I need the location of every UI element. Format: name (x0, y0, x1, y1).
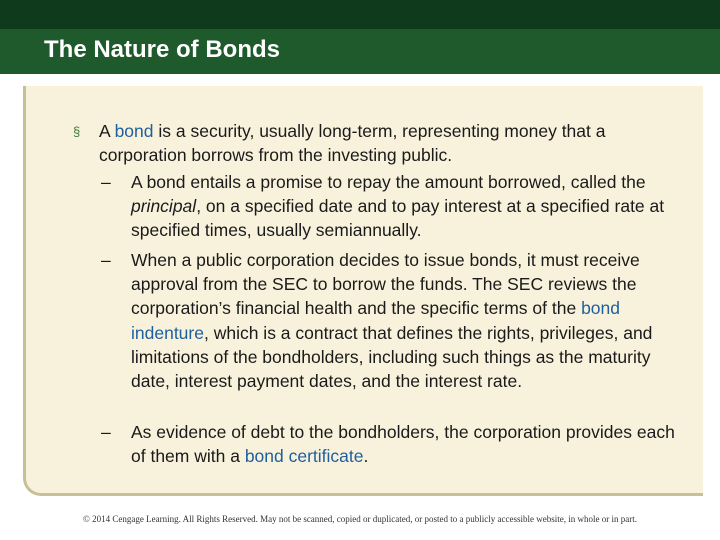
sub-bullet-text-post: . (363, 446, 369, 467)
sub-bullet-text-pre: As evidence of debt to the bondholders, the corporation provides each of them with a (131, 422, 675, 467)
term-principal: principal (131, 196, 197, 217)
keyword-bond-indenture: bond indenture (131, 298, 621, 343)
bullet-main (73, 119, 669, 167)
dash-bullet-icon: – (101, 172, 111, 192)
copyright-footer: © 2014 Cengage Learning. All Rights Reserved. May not be scanned, copied or duplicated, or posted to a publicly accessible website, in whole or in part. (83, 514, 637, 524)
keyword-bond-certificate: bond certificate (244, 446, 364, 467)
slide-title: The Nature of Bonds (44, 36, 281, 63)
sub-bullet-text-post: , which is a contract that defines the rights, privileges, and limitations of the bondholders, including such things as the maturity date, interest payment dates, and the interest rate. (131, 322, 653, 392)
sub-bullet-indenture (101, 248, 691, 393)
sub-bullet-text-post: , on a specified date and to pay interest at a specified rate at specified times, usually semiannually. (131, 196, 665, 241)
bullet-text-pre: A (99, 121, 115, 141)
square-bullet-icon: § (73, 124, 81, 139)
dash-bullet-icon: – (101, 422, 111, 442)
bullet-text-post: is a security, usually long-term, representing money that a corporation borrows from the investing public. (99, 121, 606, 166)
sub-bullet-text-pre: When a public corporation decides to issue bonds, it must receive approval from the SEC to borrow the funds. The SEC reviews the corporation’s financial health and the specific terms of the (131, 250, 640, 319)
keyword-bond: bond (114, 121, 154, 141)
sub-bullet-text-pre: A bond entails a promise to repay the amount borrowed, called the (131, 172, 646, 192)
sub-bullet-principal (101, 170, 691, 243)
sub-bullet-certificate (101, 420, 691, 468)
top-strip (0, 0, 720, 29)
title-bar (0, 29, 720, 74)
dash-bullet-icon: – (101, 250, 111, 270)
